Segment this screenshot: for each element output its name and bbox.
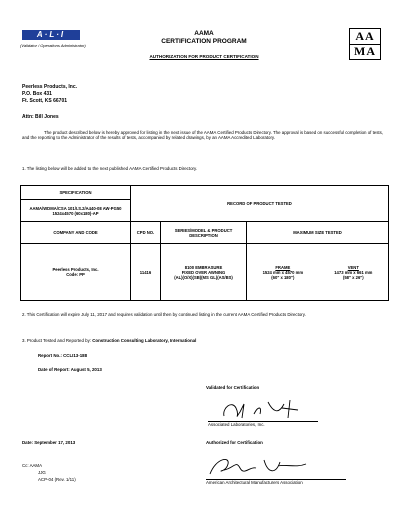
item-1: 1. The listing below will be added to the next published AAMA Certified Products Directory. (22, 166, 198, 171)
report-date: Date of Report: August 5, 2013 (38, 367, 102, 372)
company-code: Code: PP (66, 272, 85, 277)
validated-label: Validated for Certification (206, 385, 260, 390)
series-line-2: FIXED OVER AWNING (181, 269, 226, 275)
address-city: Ft. Scott, KS 66701 (22, 98, 68, 104)
vent-label: VENT (347, 264, 359, 270)
item-2: 2. This Certification will expire July 11, 2017 and requires validation until then by continued listing in the current AAMA Certified Products Directory. (22, 312, 306, 317)
address-pobox: P.O. Box 431 (22, 91, 52, 97)
col-cpd: CPD NO. (131, 222, 161, 244)
address-attn: Attn: Bill Jones (22, 114, 59, 120)
approval-paragraph: The product described below is hereby approved for listing in the next issue of the AAMA Certified Products Directory. The approval is based on successful completion of tests, and the reporting to the Administrator of the results of tests, accompanied by related drawings, by an AAMA Accredited Laboratory. (22, 130, 384, 141)
col-company: COMPANY AND CODE (21, 222, 131, 244)
spec-value: AAMA/WDMA/CSA 101/I.S.2/A440-08 AW-PG50 1524x4570 (60x180)-AP (21, 200, 131, 222)
aama-signature (206, 454, 316, 480)
frame-label: FRAME (275, 264, 291, 270)
validated-by: Associated Laboratories, Inc. (208, 421, 318, 427)
item-3-label: 3. Product Tested and Reported by: (22, 338, 91, 343)
col-max-size: MAXIMUM SIZE TESTED (247, 222, 389, 244)
frame-block (263, 265, 304, 280)
ali-subtitle: (Validator / Operations Administrator) (20, 43, 86, 48)
cc-line-3: ACP-04 (Rev. 1/11) (38, 477, 76, 482)
cpd-cell: 11416 (131, 244, 161, 301)
company-cell (21, 244, 131, 301)
max-size-cell (247, 244, 389, 301)
authorized-label: Authorized for Certification (206, 440, 263, 445)
frame-in: (60" x 180") (271, 274, 295, 280)
spec-header: SPECIFICATION (21, 186, 131, 200)
vent-block (334, 265, 372, 280)
header-program: CERTIFICATION PROGRAM (161, 38, 247, 45)
item-3-lab: Construction Consulting Laboratory, International (92, 338, 197, 343)
aama-logo-top: AA (350, 29, 380, 45)
aama-logo-bottom: MA (354, 44, 376, 58)
cc-line-2: JJG (38, 470, 46, 475)
series-line-3: (AL)(O/X)(SB)(MS GL)(AS/BS) (174, 274, 233, 280)
col-series: SERIES/MODEL & PRODUCT DESCRIPTION (161, 222, 247, 244)
ali-logo: A·L·I (22, 30, 80, 40)
vent-mm: 1473 mm x 661 mm (334, 269, 373, 275)
certification-table (20, 185, 389, 301)
frame-mm: 1524 mm x 4570 mm (262, 269, 304, 275)
vent-in: (58" x 26") (342, 274, 364, 280)
header-authorization: AUTHORIZATION FOR PRODUCT CERTIFICATION (149, 54, 259, 59)
ali-signature (218, 398, 308, 422)
item-3 (22, 338, 196, 343)
date-line: Date: September 17, 2013 (22, 440, 76, 445)
header-aama: AAMA (194, 30, 214, 37)
record-header: RECORD OF PRODUCT TESTED (131, 186, 389, 222)
authorized-by: American Architectural Manufacturers Association (206, 479, 346, 485)
series-line-1: 8100 EMBRASURE (184, 264, 223, 270)
address-company: Peerless Products, Inc. (22, 84, 78, 90)
report-number: Report No.: CCLI13-188 (38, 353, 88, 358)
company-name: Peerless Products, Inc. (52, 267, 99, 272)
cc-line-1: Cc: AAMA (22, 463, 43, 468)
series-cell (161, 244, 247, 301)
